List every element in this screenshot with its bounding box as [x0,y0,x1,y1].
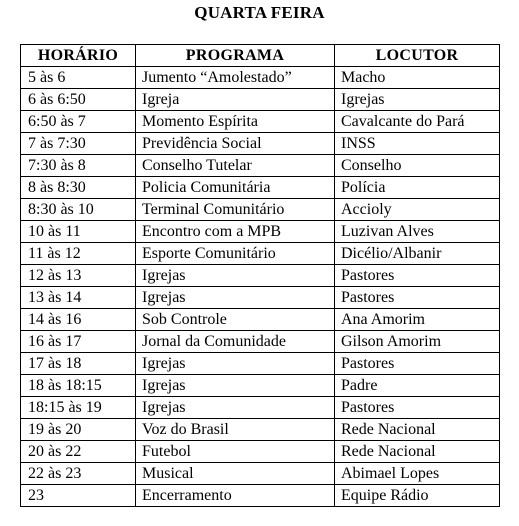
page-title: QUARTA FEIRA [194,3,325,22]
cell-horario: 19 às 20 [21,419,136,441]
cell-locutor: Pastores [335,353,500,375]
cell-programa: Terminal Comunitário [136,199,335,221]
table-row [21,397,500,419]
table-row [21,199,500,221]
cell-horario: 8:30 às 10 [21,199,136,221]
cell-locutor: Conselho [335,155,500,177]
table-row [21,111,500,133]
cell-horario: 18:15 às 19 [21,397,136,419]
table-row [21,67,500,89]
table-row [21,221,500,243]
cell-locutor: Luzivan Alves [335,221,500,243]
cell-programa: Voz do Brasil [136,419,335,441]
table-row [21,485,500,507]
cell-locutor: Pastores [335,265,500,287]
table-row [21,353,500,375]
cell-locutor: Ana Amorim [335,309,500,331]
cell-locutor: Equipe Rádio [335,485,500,507]
table-row [21,287,500,309]
cell-horario: 16 às 17 [21,331,136,353]
cell-horario: 12 às 13 [21,265,136,287]
cell-locutor: Pastores [335,287,500,309]
cell-horario: 6 às 6:50 [21,89,136,111]
table-row [21,133,500,155]
cell-locutor: INSS [335,133,500,155]
table-row [21,309,500,331]
cell-programa: Encontro com a MPB [136,221,335,243]
cell-programa: Policia Comunitária [136,177,335,199]
cell-programa: Igrejas [136,265,335,287]
cell-programa: Momento Espírita [136,111,335,133]
header-horario: HORÁRIO [21,45,136,67]
table-row [21,463,500,485]
table-row [21,419,500,441]
cell-locutor: Igrejas [335,89,500,111]
table-row [21,177,500,199]
cell-locutor: Accioly [335,199,500,221]
cell-programa: Jumento “Amolestado” [136,67,335,89]
cell-programa: Sob Controle [136,309,335,331]
cell-horario: 7 às 7:30 [21,133,136,155]
cell-programa: Igrejas [136,397,335,419]
cell-locutor: Padre [335,375,500,397]
header-locutor: LOCUTOR [335,45,500,67]
schedule-table [20,44,500,507]
cell-programa: Encerramento [136,485,335,507]
table-row [21,265,500,287]
cell-locutor: Macho [335,67,500,89]
cell-locutor: Dicélio/Albanir [335,243,500,265]
cell-programa: Futebol [136,441,335,463]
cell-locutor: Cavalcante do Pará [335,111,500,133]
cell-locutor: Polícia [335,177,500,199]
cell-locutor: Abimael Lopes [335,463,500,485]
cell-locutor: Rede Nacional [335,441,500,463]
cell-horario: 11 às 12 [21,243,136,265]
cell-programa: Esporte Comunitário [136,243,335,265]
cell-horario: 22 às 23 [21,463,136,485]
cell-horario: 8 às 8:30 [21,177,136,199]
cell-programa: Igreja [136,89,335,111]
cell-horario: 13 às 14 [21,287,136,309]
cell-programa: Musical [136,463,335,485]
cell-programa: Igrejas [136,287,335,309]
cell-programa: Previdência Social [136,133,335,155]
table-row [21,375,500,397]
table-row [21,331,500,353]
cell-locutor: Pastores [335,397,500,419]
cell-horario: 7:30 às 8 [21,155,136,177]
cell-programa: Conselho Tutelar [136,155,335,177]
cell-locutor: Rede Nacional [335,419,500,441]
cell-horario: 6:50 às 7 [21,111,136,133]
cell-programa: Igrejas [136,375,335,397]
cell-horario: 10 às 11 [21,221,136,243]
cell-horario: 18 às 18:15 [21,375,136,397]
cell-horario: 5 às 6 [21,67,136,89]
cell-programa: Jornal da Comunidade [136,331,335,353]
table-row [21,89,500,111]
cell-horario: 17 às 18 [21,353,136,375]
cell-programa: Igrejas [136,353,335,375]
cell-horario: 14 às 16 [21,309,136,331]
cell-locutor: Gilson Amorim [335,331,500,353]
cell-horario: 23 [21,485,136,507]
header-programa: PROGRAMA [136,45,335,67]
table-row [21,441,500,463]
cell-horario: 20 às 22 [21,441,136,463]
header-row [21,45,500,67]
table-row [21,243,500,265]
table-row [21,155,500,177]
